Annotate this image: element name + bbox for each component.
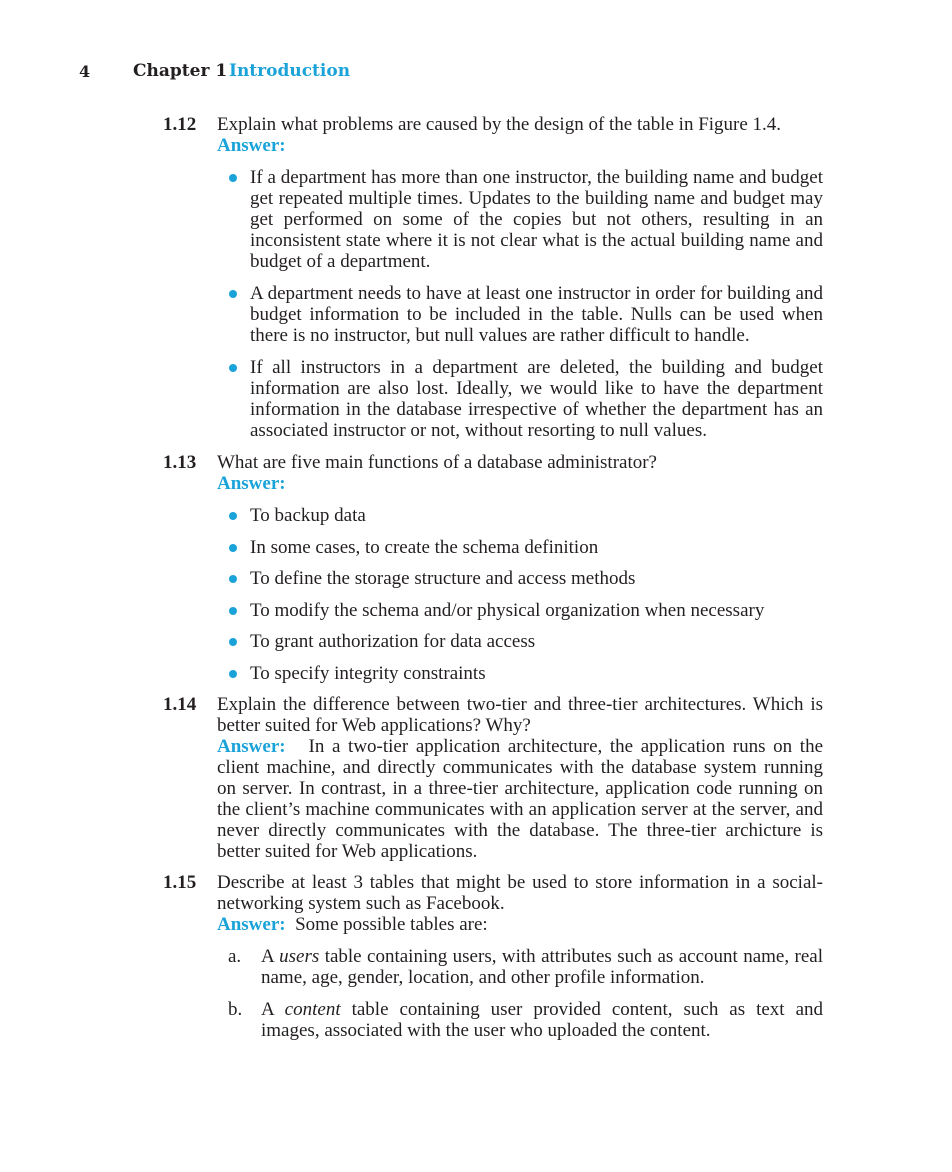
item-lead: A [261, 946, 274, 967]
bullet-text: To grant authorization for data access [250, 631, 536, 652]
item-text: table containing user provided content, such as text and images, associated with the user who uploaded the content. [261, 999, 824, 1041]
exercise-1-12 [163, 114, 823, 441]
item-term: content [284, 999, 341, 1020]
bullet-item [250, 167, 823, 272]
exercise-1-13 [163, 452, 823, 684]
exercise-question: Explain what problems are caused by the design of the table in Figure 1.4. [217, 114, 782, 135]
bullet-dot-icon [229, 174, 237, 182]
chapter-title: Introduction [229, 61, 351, 81]
bullet-item [250, 631, 823, 652]
answer-text: In a two-tier application architecture, the application runs on the client machine, and directly communicates with the database system running on server. In contrast, in a three-tier architecture, application code running on the client’s machine communicates with an application server at the server, and never directly communicates with the database. The three-tier archicture is better suited for Web applications. [217, 736, 823, 862]
list-item [228, 999, 824, 1041]
chapter-label: Chapter 1 [133, 61, 228, 81]
bullet-text: To modify the schema and/or physical organization when necessary [250, 599, 765, 621]
bullet-dot-icon [229, 512, 237, 520]
bullet-item [250, 505, 823, 526]
exercise-number: 1.14 [163, 694, 197, 715]
answer-label: Answer: [217, 914, 286, 935]
answer-lettered-list [217, 946, 823, 1041]
bullet-item [250, 537, 823, 558]
bullet-item [250, 600, 823, 621]
bullet-text: If all instructors in a department are deleted, the building and budget information are also lost. Ideally, we would like to have the department information in the database irrespective of whether the department has an associated instructor or not, without resorting to null values. [250, 357, 823, 441]
bullet-dot-icon [229, 364, 237, 372]
bullet-dot-icon [229, 575, 237, 583]
bullet-dot-icon [229, 607, 237, 615]
page-number: 4 [79, 62, 91, 81]
exercise-question: Explain the difference between two-tier and three-tier architectures. Which is better suited for Web applications? Why? [217, 694, 823, 736]
bullet-text: A department needs to have at least one instructor in order for building and budget information to be included in the table. Nulls can be used when there is no instructor, but null values are rather difficult to handle. [250, 283, 823, 346]
bullet-item [250, 283, 823, 346]
exercise-question: What are five main functions of a database administrator? [217, 452, 657, 473]
exercise-number: 1.13 [163, 452, 197, 473]
bullet-dot-icon [229, 544, 237, 552]
bullet-text: To specify integrity constraints [250, 662, 486, 684]
answer-paragraph [217, 736, 823, 862]
list-marker: a. [228, 946, 242, 967]
bullet-dot-icon [229, 638, 237, 646]
bullet-item [250, 357, 823, 441]
bullet-dot-icon [229, 290, 237, 298]
answer-bullet-list [217, 167, 823, 441]
exercise-number: 1.15 [163, 872, 197, 893]
bullet-dot-icon [229, 670, 237, 678]
answer-paragraph [217, 914, 823, 935]
bullet-text: In some cases, to create the schema definition [250, 536, 599, 558]
answer-label: Answer: [217, 473, 286, 494]
item-lead: A [261, 999, 274, 1020]
bullet-text: If a department has more than one instructor, the building name and budget get repeated multiple times. Updates to the building name and budget may get performed on some of the copies but not others, resulting in an inconsistent state where it is not clear what is the actual building name and budget of a department. [250, 167, 823, 272]
list-marker: b. [228, 999, 243, 1020]
answer-label: Answer: [217, 135, 286, 156]
bullet-text: To define the storage structure and access methods [250, 568, 636, 589]
exercise-question: Describe at least 3 tables that might be used to store information in a social-networking system such as Facebook. [217, 872, 823, 914]
exercise-number: 1.12 [163, 114, 197, 135]
item-text: table containing users, with attributes such as account name, real name, age, gender, location, and other profile information. [261, 946, 824, 988]
item-term: users [279, 946, 320, 967]
exercise-1-15 [163, 872, 823, 1041]
page-header [0, 61, 952, 85]
bullet-item [250, 568, 823, 589]
list-item [228, 946, 824, 988]
page-body [163, 114, 823, 1052]
answer-text: Some possible tables are: [295, 914, 488, 935]
answer-label: Answer: [217, 736, 286, 757]
bullet-item [250, 663, 823, 684]
bullet-text: To backup data [250, 505, 366, 526]
answer-bullet-list [217, 505, 823, 684]
exercise-1-14 [163, 694, 823, 862]
